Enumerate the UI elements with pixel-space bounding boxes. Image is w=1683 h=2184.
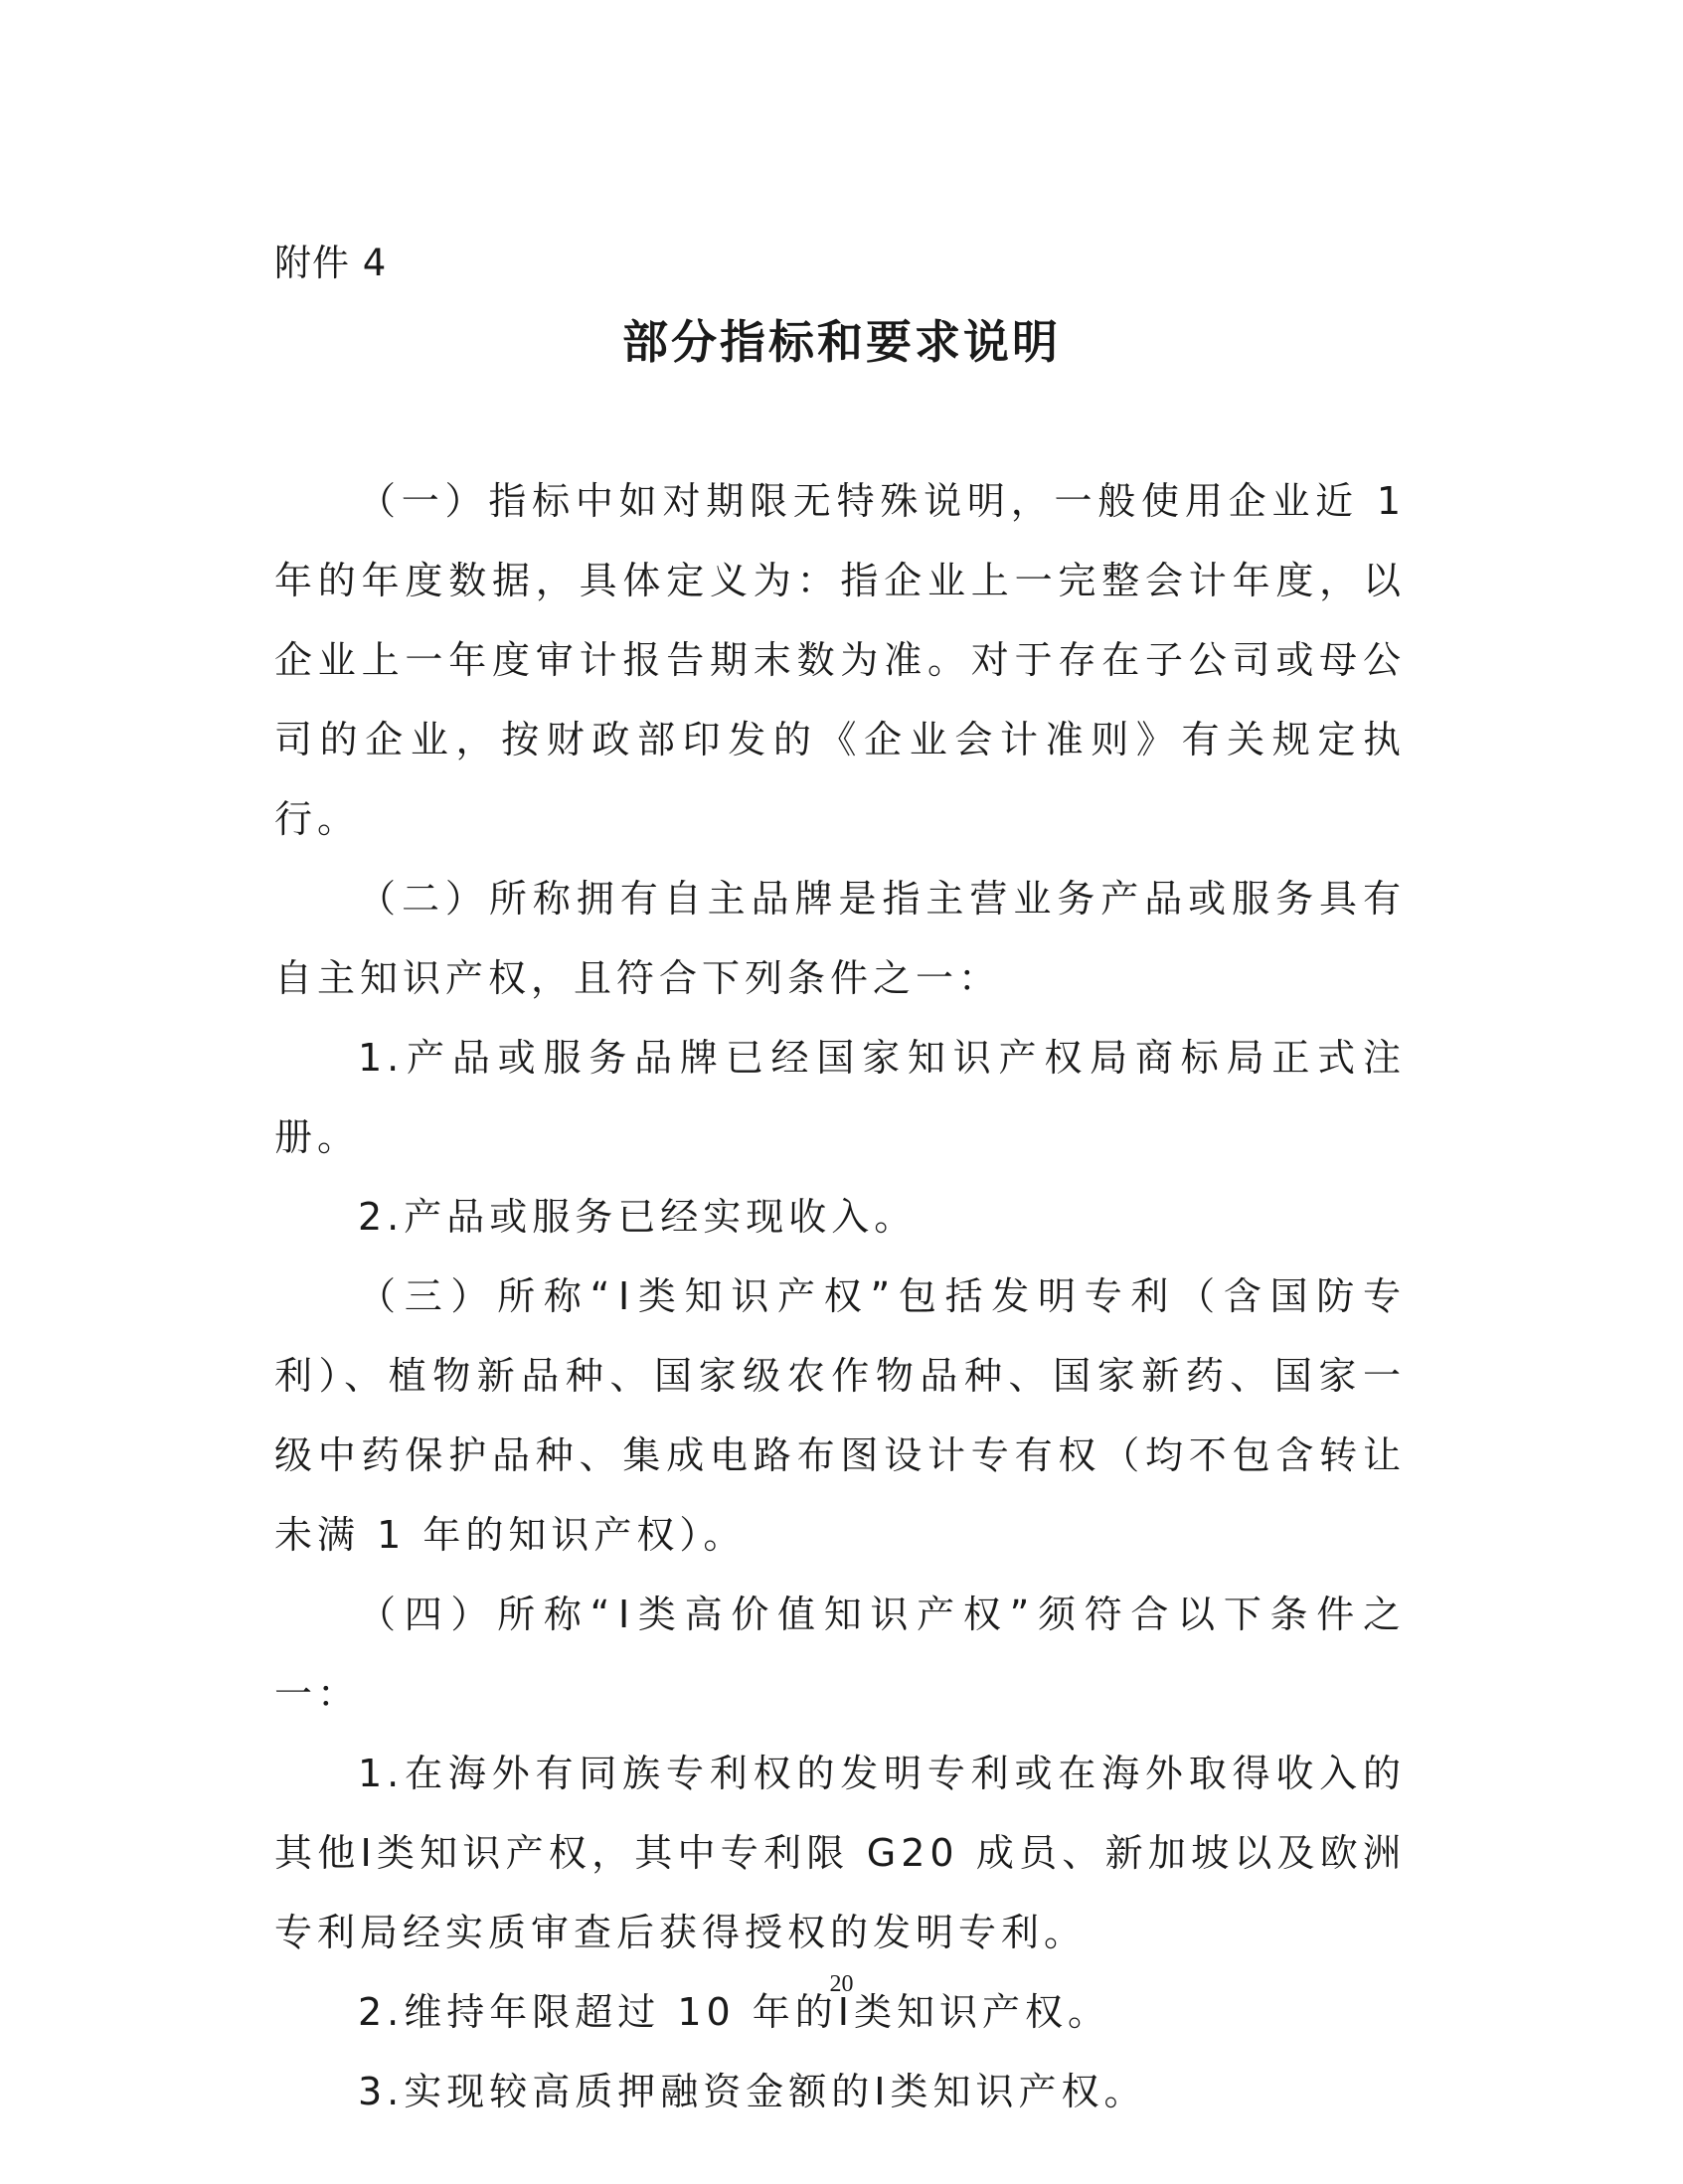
paragraph-section-2-item-2: 2.产品或服务已经实现收入。 xyxy=(358,1195,918,1239)
paragraph-section-4-item-1: 1.在海外有同族专利权的发明专利或在海外取得收入的其他Ⅰ类知识产权，其中专利限 G20 成员、新加坡以及欧洲专利局经实质审查后获得授权的发明专利。 xyxy=(274,1752,1406,1954)
paragraph-section-2-item-1: 1.产品或服务品牌已经国家知识产权局商标局正式注册。 xyxy=(274,1036,1406,1159)
document-body xyxy=(274,461,1406,2131)
paragraph-section-1: （一）指标中如对期限无特殊说明，一般使用企业近 1 年的年度数据，具体定义为：指企业上一完整会计年度，以企业上一年度审计报告期末数为准。对于存在子公司或母公司的企业，按财政部印发的《企业会计准则》有关规定执行。 xyxy=(274,479,1406,841)
page-number: 20 xyxy=(829,1971,854,1997)
paragraph-section-4-item-2: 2.维持年限超过 10 年的Ⅰ类知识产权。 xyxy=(358,1990,1110,2034)
paragraph-section-4-item-3: 3.实现较高质押融资金额的Ⅰ类知识产权。 xyxy=(358,2070,1147,2113)
paragraph-section-4: （四）所称“Ⅰ类高价值知识产权”须符合以下条件之一： xyxy=(274,1593,1406,1716)
attachment-label: 附件 4 xyxy=(274,242,388,284)
paragraph-section-3: （三）所称“Ⅰ类知识产权”包括发明专利（含国防专利）、植物新品种、国家级农作物品种、国家新药、国家一级中药保护品种、集成电路布图设计专有权（均不包含转让未满 1 年的知识产权）。 xyxy=(274,1274,1406,1557)
page-title: 部分指标和要求说明 xyxy=(622,315,1061,369)
paragraph-section-2: （二）所称拥有自主品牌是指主营业务产品或服务具有自主知识产权，且符合下列条件之一： xyxy=(274,877,1406,1000)
